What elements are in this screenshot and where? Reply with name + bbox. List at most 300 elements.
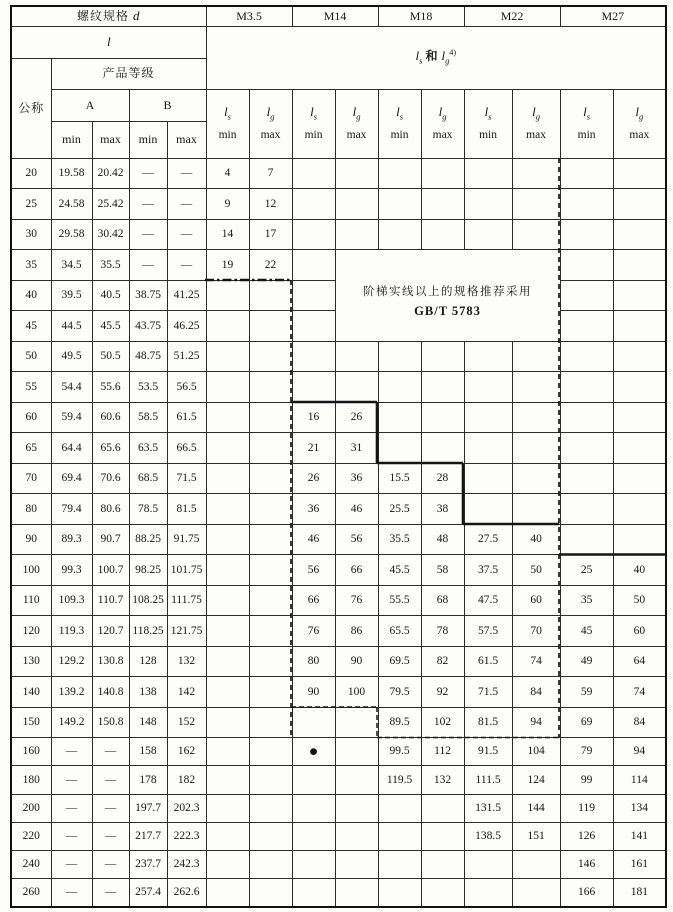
cell-160-m22-lg: 104 <box>512 738 560 766</box>
cell-130-m14-lg: 90 <box>335 646 378 677</box>
cell-70-m18-lg: 28 <box>421 463 464 494</box>
cell-130-m18-lg: 82 <box>421 646 464 677</box>
cell-70-nominal: 70 <box>11 463 51 494</box>
cell-80-m22-ls <box>464 494 512 525</box>
cell-45-m27-lg <box>613 311 666 342</box>
cell-140-nominal: 140 <box>11 677 51 708</box>
cell-100-m22-ls: 37.5 <box>464 555 512 586</box>
cell-70-b-min: 68.5 <box>129 463 167 494</box>
header-nominal: 公称 <box>11 58 51 158</box>
cell-65-m27-ls <box>560 433 613 464</box>
cell-30-b-min: — <box>129 219 167 250</box>
cell-180-a-min: — <box>51 766 92 794</box>
cell-260-b-max: 262.6 <box>167 879 206 907</box>
cell-80-m27-lg <box>613 494 666 525</box>
cell-30-nominal: 30 <box>11 219 51 250</box>
cell-50-m14-lg <box>335 341 378 372</box>
cell-30-b-max: — <box>167 219 206 250</box>
cell-100-m22-lg: 50 <box>512 555 560 586</box>
cell-90-nominal: 90 <box>11 524 51 555</box>
cell-110-m22-ls: 47.5 <box>464 585 512 616</box>
cell-220-m27-ls: 126 <box>560 822 613 850</box>
cell-45-m3.5-lg <box>249 311 292 342</box>
cell-50-nominal: 50 <box>11 341 51 372</box>
cell-25-m27-ls <box>560 189 613 220</box>
cell-130-m18-ls: 69.5 <box>378 646 421 677</box>
cell-45-a-min: 44.5 <box>51 311 92 342</box>
cell-260-b-min: 257.4 <box>129 879 167 907</box>
cell-80-b-min: 78.5 <box>129 494 167 525</box>
cell-30-m14-lg <box>335 219 378 250</box>
cell-90-m18-lg: 48 <box>421 524 464 555</box>
cell-200-m22-ls: 131.5 <box>464 794 512 822</box>
bolt-length-spec-table <box>10 5 667 908</box>
cell-240-m14-lg <box>335 851 378 879</box>
cell-40-m27-ls <box>560 280 613 311</box>
cell-140-m14-lg: 100 <box>335 677 378 708</box>
cell-25-b-max: — <box>167 189 206 220</box>
cell-25-m18-lg <box>421 189 464 220</box>
cell-140-m18-ls: 79.5 <box>378 677 421 708</box>
cell-25-a-min: 24.58 <box>51 189 92 220</box>
cell-120-m18-ls: 65.5 <box>378 616 421 647</box>
cell-240-b-min: 237.7 <box>129 851 167 879</box>
cell-200-m27-ls: 119 <box>560 794 613 822</box>
note-line2: GB/T 5783 <box>414 304 481 319</box>
cell-260-m22-ls <box>464 879 512 907</box>
cell-180-m27-lg: 114 <box>613 766 666 794</box>
cell-200-m18-lg <box>421 794 464 822</box>
cell-140-m3.5-ls <box>206 677 249 708</box>
cell-240-m18-lg <box>421 851 464 879</box>
table-row-150 <box>11 707 666 738</box>
cell-220-b-min: 217.7 <box>129 822 167 850</box>
table-row-30 <box>11 219 666 250</box>
cell-40-nominal: 40 <box>11 280 51 311</box>
cell-80-m22-lg <box>512 494 560 525</box>
cell-65-m3.5-ls <box>206 433 249 464</box>
cell-50-m22-ls <box>464 341 512 372</box>
cell-160-m18-lg: 112 <box>421 738 464 766</box>
cell-45-b-max: 46.25 <box>167 311 206 342</box>
cell-60-m18-lg <box>421 402 464 433</box>
cell-260-m18-ls <box>378 879 421 907</box>
cell-20-m3.5-ls: 4 <box>206 158 249 189</box>
cell-30-m22-lg <box>512 219 560 250</box>
cell-120-m14-lg: 86 <box>335 616 378 647</box>
cell-20-m14-ls <box>292 158 335 189</box>
table-row-240 <box>11 851 666 879</box>
cell-160-nominal: 160 <box>11 738 51 766</box>
cell-120-m14-ls: 76 <box>292 616 335 647</box>
cell-130-m27-ls: 49 <box>560 646 613 677</box>
header-size-m27: M27 <box>560 6 666 26</box>
cell-150-m18-ls: 89.5 <box>378 707 421 738</box>
cell-35-m3.5-lg: 22 <box>249 250 292 281</box>
table-row-220 <box>11 822 666 850</box>
cell-110-m3.5-ls <box>206 585 249 616</box>
cell-20-m27-ls <box>560 158 613 189</box>
cell-130-a-min: 129.2 <box>51 646 92 677</box>
table-row-110 <box>11 585 666 616</box>
cell-30-a-max: 30.42 <box>92 219 129 250</box>
cell-65-a-max: 65.6 <box>92 433 129 464</box>
header-size-m14: M14 <box>292 6 378 26</box>
cell-140-b-min: 138 <box>129 677 167 708</box>
cell-30-a-min: 29.58 <box>51 219 92 250</box>
cell-20-m18-ls <box>378 158 421 189</box>
cell-240-m3.5-ls <box>206 851 249 879</box>
cell-150-m27-lg: 84 <box>613 707 666 738</box>
cell-140-b-max: 142 <box>167 677 206 708</box>
cell-130-m14-ls: 80 <box>292 646 335 677</box>
cell-110-nominal: 110 <box>11 585 51 616</box>
cell-100-b-max: 101.75 <box>167 555 206 586</box>
note-line1: 阶梯实线以上的规格推荐采用 <box>363 285 533 298</box>
cell-40-b-min: 38.75 <box>129 280 167 311</box>
cell-35-a-min: 34.5 <box>51 250 92 281</box>
cell-160-m14-ls <box>292 738 335 766</box>
cell-200-m14-ls <box>292 794 335 822</box>
cell-55-m27-ls <box>560 372 613 403</box>
cell-200-a-max: — <box>92 794 129 822</box>
cell-110-b-min: 108.25 <box>129 585 167 616</box>
cell-260-a-max: — <box>92 879 129 907</box>
cell-50-b-min: 48.75 <box>129 341 167 372</box>
cell-150-a-max: 150.8 <box>92 707 129 738</box>
cell-90-m18-ls: 35.5 <box>378 524 421 555</box>
cell-130-m27-lg: 64 <box>613 646 666 677</box>
cell-100-m14-ls: 56 <box>292 555 335 586</box>
cell-90-m3.5-ls <box>206 524 249 555</box>
cell-160-a-max: — <box>92 738 129 766</box>
cell-260-m27-ls: 166 <box>560 879 613 907</box>
cell-50-m22-lg <box>512 341 560 372</box>
cell-60-m27-ls <box>560 402 613 433</box>
cell-120-m22-lg: 70 <box>512 616 560 647</box>
cell-65-a-min: 64.4 <box>51 433 92 464</box>
cell-50-m27-lg <box>613 341 666 372</box>
cell-70-m3.5-ls <box>206 463 249 494</box>
cell-45-m27-ls <box>560 311 613 342</box>
header-a-min: min <box>51 121 92 158</box>
cell-90-m27-ls <box>560 524 613 555</box>
cell-200-m18-ls <box>378 794 421 822</box>
cell-240-b-max: 242.3 <box>167 851 206 879</box>
cell-110-m14-ls: 66 <box>292 585 335 616</box>
cell-65-m22-lg <box>512 433 560 464</box>
cell-120-m27-ls: 45 <box>560 616 613 647</box>
cell-100-nominal: 100 <box>11 555 51 586</box>
cell-60-m3.5-lg <box>249 402 292 433</box>
header-size-m18: M18 <box>378 6 464 26</box>
cell-60-m3.5-ls <box>206 402 249 433</box>
cell-130-m3.5-ls <box>206 646 249 677</box>
cell-20-m27-lg <box>613 158 666 189</box>
cell-130-b-min: 128 <box>129 646 167 677</box>
cell-30-m14-ls <box>292 219 335 250</box>
cell-40-m14-ls <box>292 280 335 311</box>
cell-55-m18-ls <box>378 372 421 403</box>
cell-110-m18-lg: 68 <box>421 585 464 616</box>
cell-160-m3.5-ls <box>206 738 249 766</box>
cell-45-b-min: 43.75 <box>129 311 167 342</box>
header-b-min: min <box>129 121 167 158</box>
header-thread-spec <box>11 6 206 26</box>
cell-90-m22-ls: 27.5 <box>464 524 512 555</box>
col-header-lg-max-M27: $l_g$ max <box>613 89 666 158</box>
cell-100-m27-ls: 25 <box>560 555 613 586</box>
cell-55-m3.5-lg <box>249 372 292 403</box>
cell-160-m3.5-lg <box>249 738 292 766</box>
cell-25-b-min: — <box>129 189 167 220</box>
cell-30-m3.5-ls: 14 <box>206 219 249 250</box>
table-row-80 <box>11 494 666 525</box>
cell-240-m3.5-lg <box>249 851 292 879</box>
cell-30-m3.5-lg: 17 <box>249 219 292 250</box>
l-symbol: l <box>106 33 111 49</box>
cell-80-nominal: 80 <box>11 494 51 525</box>
cell-160-m27-lg: 94 <box>613 738 666 766</box>
cell-20-b-min: — <box>129 158 167 189</box>
cell-150-nominal: 150 <box>11 707 51 738</box>
cell-90-m14-lg: 56 <box>335 524 378 555</box>
cell-55-nominal: 55 <box>11 372 51 403</box>
header-grade-a: A <box>51 89 129 121</box>
cell-160-a-min: — <box>51 738 92 766</box>
cell-110-m22-lg: 60 <box>512 585 560 616</box>
cell-70-m18-ls: 15.5 <box>378 463 421 494</box>
cell-100-m18-lg: 58 <box>421 555 464 586</box>
cell-80-a-min: 79.4 <box>51 494 92 525</box>
table-row-160 <box>11 738 666 766</box>
cell-45-m3.5-ls <box>206 311 249 342</box>
cell-240-m18-ls <box>378 851 421 879</box>
cell-60-m22-ls <box>464 402 512 433</box>
cell-25-m22-ls <box>464 189 512 220</box>
cell-110-m27-ls: 35 <box>560 585 613 616</box>
col-header-lg-max-M14: $l_g$ max <box>335 89 378 158</box>
cell-50-m3.5-ls <box>206 341 249 372</box>
cell-160-b-max: 162 <box>167 738 206 766</box>
cell-220-m18-ls <box>378 822 421 850</box>
cell-180-m14-ls <box>292 766 335 794</box>
cell-50-b-max: 51.25 <box>167 341 206 372</box>
cell-140-m22-ls: 71.5 <box>464 677 512 708</box>
table-row-260 <box>11 879 666 907</box>
cell-30-m27-ls <box>560 219 613 250</box>
cell-50-a-min: 49.5 <box>51 341 92 372</box>
cell-50-a-max: 50.5 <box>92 341 129 372</box>
table-row-35 <box>11 250 666 281</box>
cell-55-b-min: 53.5 <box>129 372 167 403</box>
cell-200-m3.5-lg <box>249 794 292 822</box>
cell-65-m18-lg <box>421 433 464 464</box>
cell-120-b-min: 118.25 <box>129 616 167 647</box>
cell-25-m14-ls <box>292 189 335 220</box>
cell-40-m27-lg <box>613 280 666 311</box>
cell-120-a-min: 119.3 <box>51 616 92 647</box>
cell-80-m14-lg: 46 <box>335 494 378 525</box>
cell-150-m3.5-ls <box>206 707 249 738</box>
header-product-grade: 产品等级 <box>51 58 206 89</box>
cell-35-b-max: — <box>167 250 206 281</box>
cell-20-a-max: 20.42 <box>92 158 129 189</box>
cell-130-m22-ls: 61.5 <box>464 646 512 677</box>
table-row-200 <box>11 794 666 822</box>
cell-150-m14-ls <box>292 707 335 738</box>
cell-20-b-max: — <box>167 158 206 189</box>
cell-55-m3.5-ls <box>206 372 249 403</box>
footnote-marker: 4) <box>449 48 457 58</box>
cell-220-a-min: — <box>51 822 92 850</box>
cell-240-m14-ls <box>292 851 335 879</box>
cell-70-m27-ls <box>560 463 613 494</box>
cell-55-a-min: 54.4 <box>51 372 92 403</box>
table-row-50 <box>11 341 666 372</box>
cell-60-m22-lg <box>512 402 560 433</box>
cell-25-a-max: 25.42 <box>92 189 129 220</box>
cell-220-m27-lg: 141 <box>613 822 666 850</box>
cell-50-m18-ls <box>378 341 421 372</box>
cell-240-m22-lg <box>512 851 560 879</box>
cell-80-m3.5-lg <box>249 494 292 525</box>
cell-70-a-min: 69.4 <box>51 463 92 494</box>
cell-110-a-max: 110.7 <box>92 585 129 616</box>
header-b-max: max <box>167 121 206 158</box>
table-row-120 <box>11 616 666 647</box>
cell-110-m27-lg: 50 <box>613 585 666 616</box>
col-header-ls-min-M14: $l_s$ min <box>292 89 335 158</box>
cell-60-nominal: 60 <box>11 402 51 433</box>
cell-260-m14-lg <box>335 879 378 907</box>
cell-180-nominal: 180 <box>11 766 51 794</box>
table-row-70 <box>11 463 666 494</box>
thread-spec-symbol: d <box>133 8 141 24</box>
table-row-180 <box>11 766 666 794</box>
cell-180-b-max: 182 <box>167 766 206 794</box>
cell-180-b-min: 178 <box>129 766 167 794</box>
cell-220-m22-ls: 138.5 <box>464 822 512 850</box>
cell-240-m27-ls: 146 <box>560 851 613 879</box>
col-header-lg-max-M18: $l_g$ max <box>421 89 464 158</box>
cell-120-m3.5-lg <box>249 616 292 647</box>
cell-110-b-max: 111.75 <box>167 585 206 616</box>
cell-100-a-min: 99.3 <box>51 555 92 586</box>
cell-70-m22-ls <box>464 463 512 494</box>
cell-160-m18-ls: 99.5 <box>378 738 421 766</box>
cell-80-m27-ls <box>560 494 613 525</box>
cell-240-nominal: 240 <box>11 851 51 879</box>
cell-220-a-max: — <box>92 822 129 850</box>
and-label: 和 <box>425 49 439 64</box>
cell-100-m3.5-lg <box>249 555 292 586</box>
header-ls-and-lg: $l_s$ 和 $l_g^{4)}$ <box>206 26 666 89</box>
cell-60-b-max: 61.5 <box>167 402 206 433</box>
cell-55-b-max: 56.5 <box>167 372 206 403</box>
cell-80-m14-ls: 36 <box>292 494 335 525</box>
cell-180-m18-lg: 132 <box>421 766 464 794</box>
cell-35-nominal: 35 <box>11 250 51 281</box>
cell-110-m3.5-lg <box>249 585 292 616</box>
cell-140-m27-lg: 74 <box>613 677 666 708</box>
cell-180-m14-lg <box>335 766 378 794</box>
col-header-ls-min-M22: $l_s$ min <box>464 89 512 158</box>
cell-35-a-max: 35.5 <box>92 250 129 281</box>
cell-180-m3.5-lg <box>249 766 292 794</box>
cell-220-m22-lg: 151 <box>512 822 560 850</box>
cell-25-m18-ls <box>378 189 421 220</box>
cell-20-a-min: 19.58 <box>51 158 92 189</box>
cell-150-m27-ls: 69 <box>560 707 613 738</box>
cell-20-m18-lg <box>421 158 464 189</box>
cell-100-m27-lg: 40 <box>613 555 666 586</box>
cell-50-m3.5-lg <box>249 341 292 372</box>
cell-55-m27-lg <box>613 372 666 403</box>
cell-150-m18-lg: 102 <box>421 707 464 738</box>
cell-45-m14-ls <box>292 311 335 342</box>
table-row-60 <box>11 402 666 433</box>
cell-260-m3.5-ls <box>206 879 249 907</box>
cell-65-m14-ls: 21 <box>292 433 335 464</box>
cell-50-m14-ls <box>292 341 335 372</box>
header-size-m3.5: M3.5 <box>206 6 292 26</box>
cell-110-a-min: 109.3 <box>51 585 92 616</box>
cell-180-m3.5-ls <box>206 766 249 794</box>
cell-60-a-max: 60.6 <box>92 402 129 433</box>
cell-55-m22-ls <box>464 372 512 403</box>
cell-65-m22-ls <box>464 433 512 464</box>
cell-90-m27-lg <box>613 524 666 555</box>
cell-140-m22-lg: 84 <box>512 677 560 708</box>
cell-150-m22-ls: 81.5 <box>464 707 512 738</box>
cell-160-m22-ls: 91.5 <box>464 738 512 766</box>
cell-55-m14-lg <box>335 372 378 403</box>
cell-120-m22-ls: 57.5 <box>464 616 512 647</box>
cell-200-m3.5-ls <box>206 794 249 822</box>
cell-70-m3.5-lg <box>249 463 292 494</box>
cell-150-m22-lg: 94 <box>512 707 560 738</box>
cell-150-m3.5-lg <box>249 707 292 738</box>
cell-70-b-max: 71.5 <box>167 463 206 494</box>
header-size-m22: M22 <box>464 6 560 26</box>
cell-25-m27-lg <box>613 189 666 220</box>
cell-260-a-min: — <box>51 879 92 907</box>
cell-100-a-max: 100.7 <box>92 555 129 586</box>
cell-130-m22-lg: 74 <box>512 646 560 677</box>
cell-70-m14-ls: 26 <box>292 463 335 494</box>
cell-20-m22-ls <box>464 158 512 189</box>
cell-35-m27-ls <box>560 250 613 281</box>
table-row-25 <box>11 189 666 220</box>
cell-40-m3.5-ls <box>206 280 249 311</box>
cell-60-m18-ls <box>378 402 421 433</box>
cell-65-nominal: 65 <box>11 433 51 464</box>
col-header-lg-max-M3.5: $l_g$ max <box>249 89 292 158</box>
cell-40-a-min: 39.5 <box>51 280 92 311</box>
cell-70-a-max: 70.6 <box>92 463 129 494</box>
cell-40-m3.5-lg <box>249 280 292 311</box>
cell-180-m27-ls: 99 <box>560 766 613 794</box>
header-grade-b: B <box>129 89 206 121</box>
cell-110-m14-lg: 76 <box>335 585 378 616</box>
cell-100-b-min: 98.25 <box>129 555 167 586</box>
cell-80-m18-lg: 38 <box>421 494 464 525</box>
table-row-65 <box>11 433 666 464</box>
cell-30-m27-lg <box>613 219 666 250</box>
cell-65-m14-lg: 31 <box>335 433 378 464</box>
cell-260-m18-lg <box>421 879 464 907</box>
